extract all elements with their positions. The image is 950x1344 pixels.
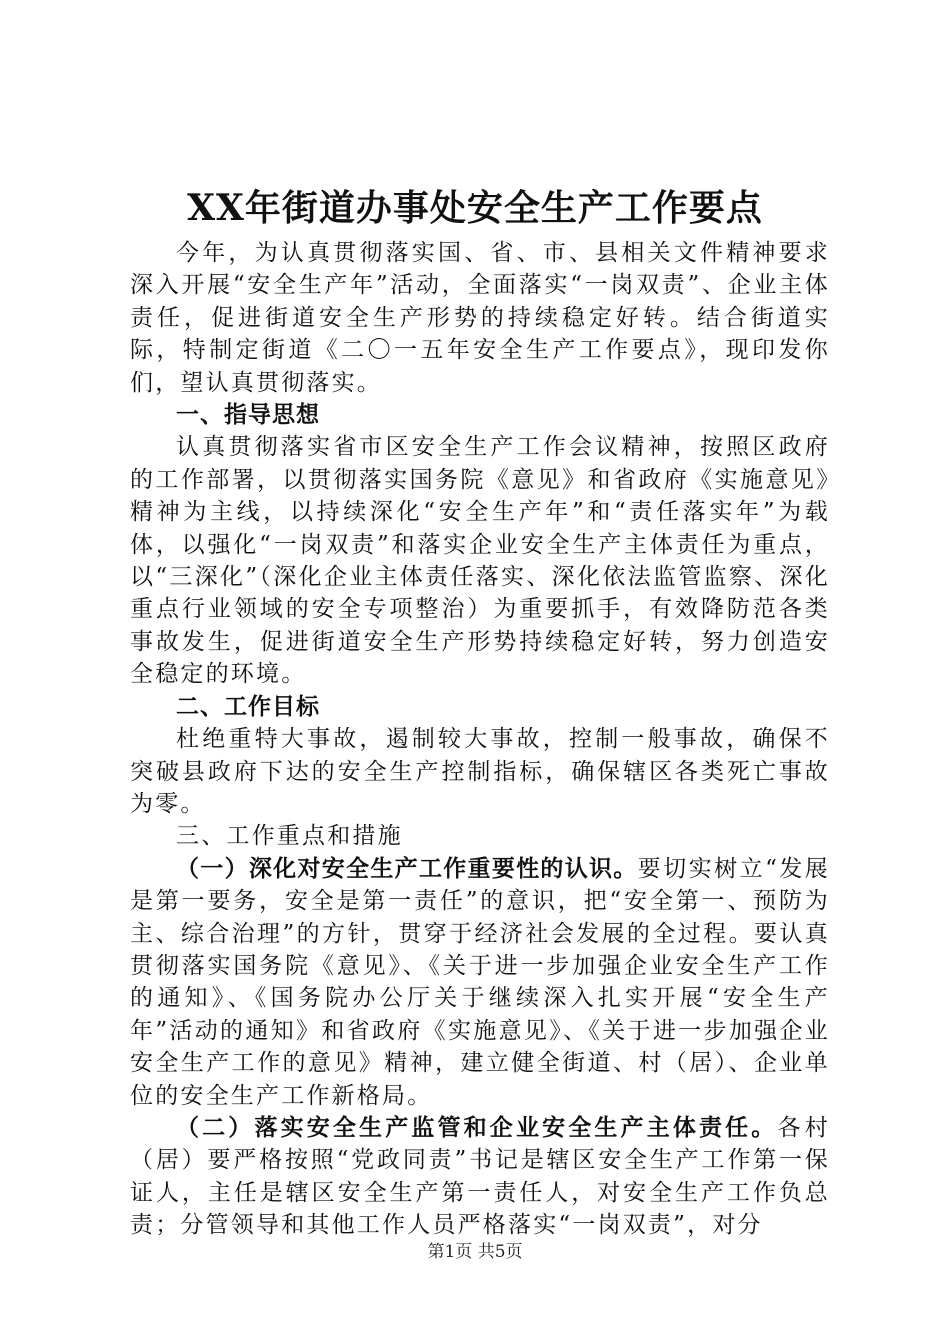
measure-lead-1: （一）深化对安全生产工作重要性的认识。: [176, 855, 638, 882]
document-title: XX年街道办事处安全生产工作要点: [187, 187, 763, 229]
measure-text-2: 各村（居）要严格按照“党政同责”书记是辖区安全生产工作第一保证人，主任是辖区安全生产第一责任人，对安全生产工作负总责；分管领导和其他工作人员严格落实“一岗双责”，对分: [130, 1114, 831, 1239]
section-paragraph-work-goals: 杜绝重特大事故，遏制较大事故，控制一般事故，确保不突破县政府下达的安全生产控制指标，确保辖区各类死亡事故为零。: [130, 726, 830, 817]
intro-paragraph: 今年，为认真贯彻落实国、省、市、县相关文件精神要求深入开展“安全生产年”活动，全面落实“一岗双责”、企业主体责任，促进街道安全生产形势的持续稳定好转。结合街道实际，特制定街道《二〇一五年安全生产工作要点》，现印发你们，望认真贯彻落实。: [130, 240, 830, 396]
section-paragraph-guiding-ideology: 认真贯彻落实省市区安全生产工作会议精神，按照区政府的工作部署，以贯彻落实国务院《意见》和省政府《实施意见》精神为主线，以持续深化“安全生产年”和“责任落实年”为载体，以强化“一岗双责”和落实企业安全生产主体责任为重点，以“三深化”（深化企业主体责任落实、深化依法监管监察、深化重点行业领域的安全专项整治）为重要抓手，有效降防范各类事故发生，促进街道安全生产形势持续稳定好转，努力创造安全稳定的环境。: [130, 434, 830, 688]
section-heading-guiding-ideology: 一、指导思想: [176, 402, 320, 429]
measure-paragraph-2: [130, 1112, 830, 1242]
measure-text-1: 要切实树立“发展是第一要务，安全是第一责任”的意识，把“安全第一、预防为主、综合治理”的方针，贯穿于经济社会发展的全过程。要认真贯彻落实国务院《意见》、《关于进一步加强企业安全生产工作的通知》、《国务院办公厅关于继续深入扎实开展“安全生产年”活动的通知》和省政府《实施意见》、《关于进一步加强企业安全生产工作的意见》精神，建立健全街道、村（居）、企业单位的安全生产工作新格局。: [130, 855, 831, 1109]
measure-paragraph-1: [130, 853, 830, 1112]
section-heading-key-measures: 三、工作重点和措施: [176, 823, 403, 850]
measure-lead-2: （二）落实安全生产监管和企业安全生产主体责任。: [176, 1114, 778, 1141]
document-body: [130, 237, 830, 1242]
section-heading-work-goals: 二、工作目标: [176, 693, 320, 720]
page-number-footer: 第1页 共5页: [427, 1242, 523, 1262]
